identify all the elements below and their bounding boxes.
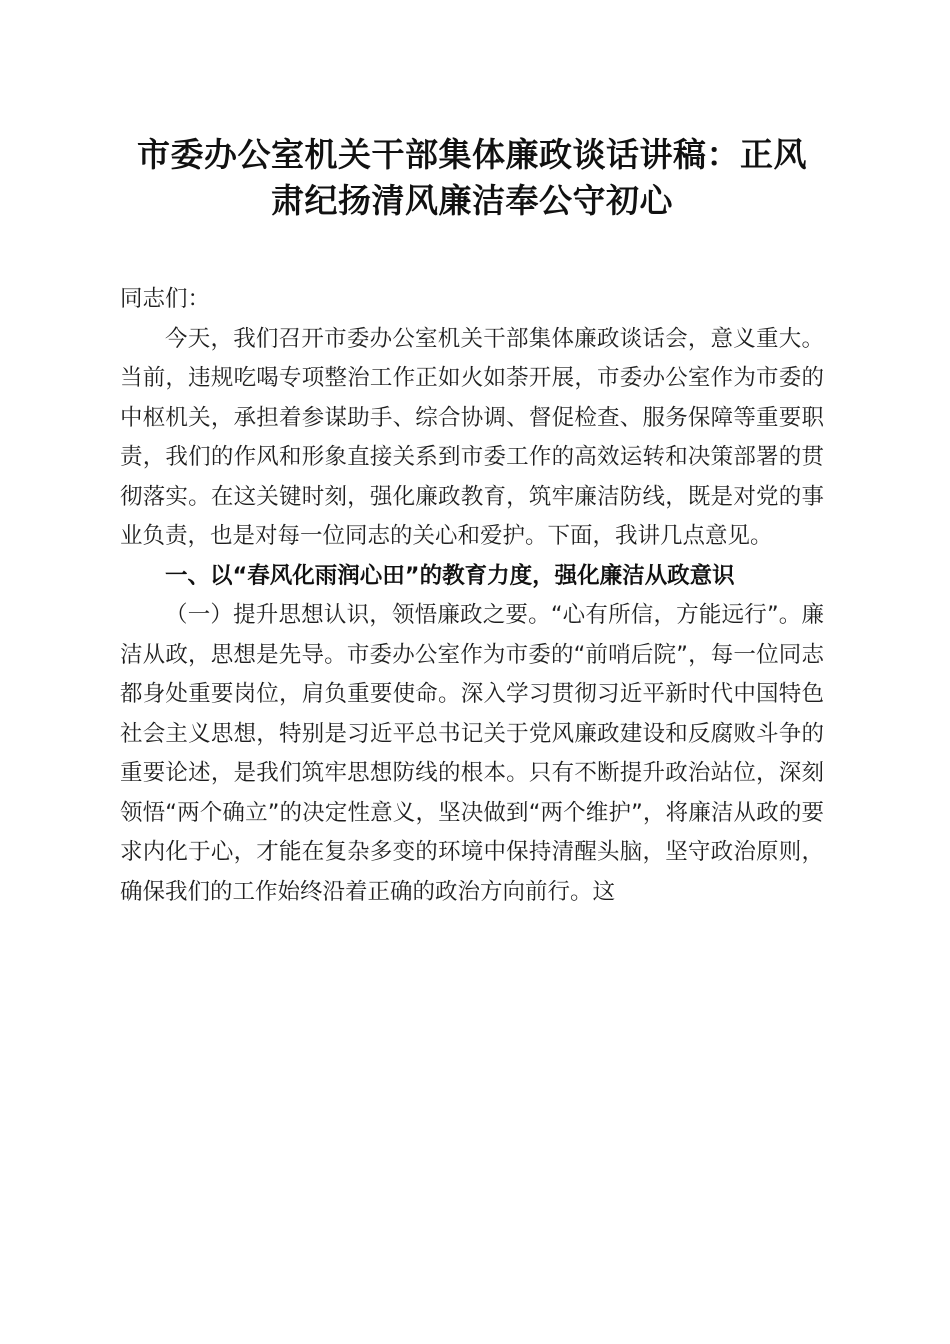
document-body bbox=[120, 280, 824, 912]
subsection-paragraph-1: （一）提升思想认识，领悟廉政之要。“心有所信，方能远行”。廉洁从政，思想是先导。市委办公室作为市委的“前哨后院”，每一位同志都身处重要岗位，肩负重要使命。深入学习贯彻习近平新时代中国特色社会主义思想，特别是习近平总书记关于党风廉政建设和反腐败斗争的重要论述，是我们筑牢思想防线的根本。只有不断提升政治站位，深刻领悟“两个确立”的决定性意义，坚决做到“两个维护”，将廉洁从政的要求内化于心，才能在复杂多变的环境中保持清醒头脑，坚守政治原则，确保我们的工作始终沿着正确的政治方向前行。这 bbox=[120, 602, 824, 905]
document-page bbox=[120, 132, 824, 912]
document-title bbox=[120, 132, 824, 224]
section-heading-1: 一、以“春风化雨润心田”的教育力度，强化廉洁从政意识 bbox=[165, 562, 735, 589]
title-line-1: 市委办公室机关干部集体廉政谈话讲稿：正风 bbox=[137, 135, 807, 174]
title-line-2: 肃纪扬清风廉洁奉公守初心 bbox=[271, 181, 673, 220]
intro-paragraph: 今天，我们召开市委办公室机关干部集体廉政谈话会，意义重大。当前，违规吃喝专项整治工作正如火如荼开展，市委办公室作为市委的中枢机关，承担着参谋助手、综合协调、督促检查、服务保障等重要职责，我们的作风和形象直接关系到市委工作的高效运转和决策部署的贯彻落实。在这关键时刻，强化廉政教育，筑牢廉洁防线，既是对党的事业负责，也是对每一位同志的关心和爱护。下面，我讲几点意见。 bbox=[120, 325, 824, 549]
salutation: 同志们： bbox=[120, 286, 211, 312]
